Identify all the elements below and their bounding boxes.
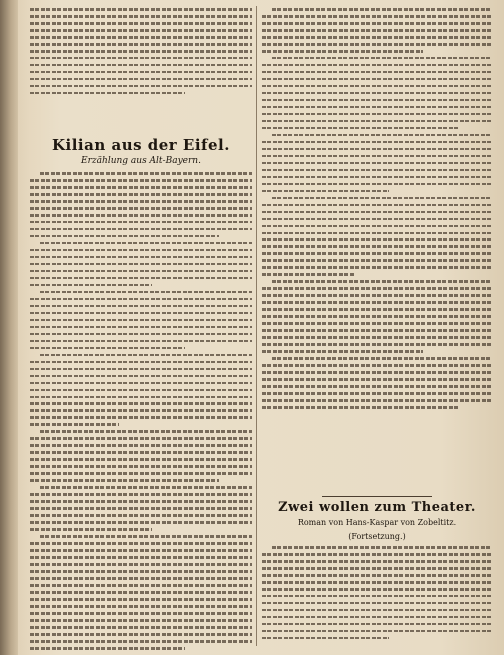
- section-rule: [322, 496, 432, 497]
- story-title: Kilian aus der Eifel.: [52, 136, 230, 154]
- left-column: [30, 4, 252, 650]
- story-subtitle: Erzählung aus Alt-Bayern.: [81, 156, 201, 166]
- newspaper-sheet: [22, 4, 498, 650]
- serial-title: Zwei wollen zum Theater.: [278, 500, 476, 515]
- column-divider: [256, 6, 257, 646]
- continued-story-text: [262, 8, 492, 413]
- serial-body-text: [262, 546, 492, 644]
- story-body-text: [30, 172, 252, 654]
- serial-continuation: (Fortsetzung.): [348, 532, 406, 541]
- serial-byline: Roman von Hans-Kaspar von Zobeltitz.: [297, 518, 457, 527]
- right-column: [262, 4, 492, 650]
- page-binding-edge: [0, 0, 18, 655]
- intro-paragraph-text: [30, 8, 252, 99]
